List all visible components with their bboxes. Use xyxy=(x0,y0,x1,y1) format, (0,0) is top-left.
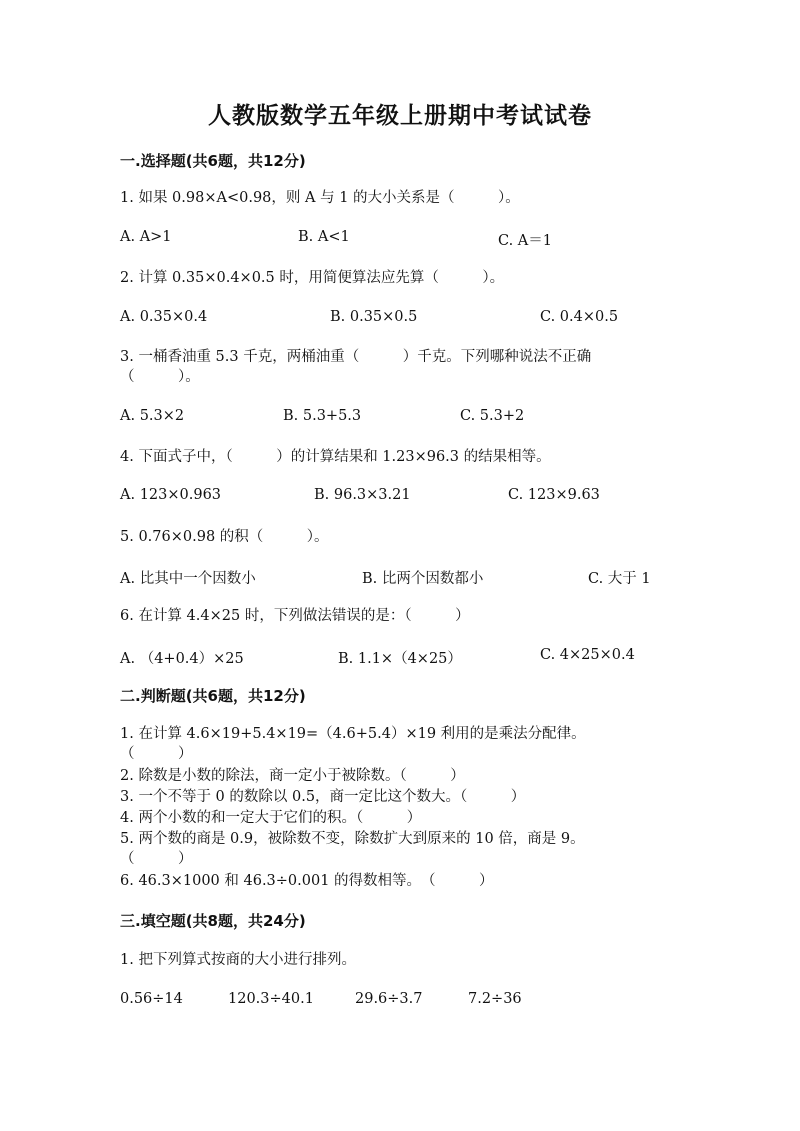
q4-option-a: A. 123×0.963 xyxy=(120,487,222,503)
expression-4: 7.2÷36 xyxy=(468,991,522,1007)
question-5: 5. 0.76×0.98 的积（ ）。 xyxy=(120,529,329,545)
q4-option-b: B. 96.3×3.21 xyxy=(314,487,411,503)
q3-option-c: C. 5.3+2 xyxy=(460,408,525,424)
q3-option-a: A. 5.3×2 xyxy=(120,408,185,424)
q2-option-c: C. 0.4×0.5 xyxy=(540,309,619,325)
judgement-item-1-line-2: （ ） xyxy=(120,746,193,762)
q4-option-c: C. 123×9.63 xyxy=(508,487,600,503)
judgement-item-5-line-2: （ ） xyxy=(120,851,193,867)
q3-option-b: B. 5.3+5.3 xyxy=(283,408,362,424)
section-heading-judgement: 二.判断题(共6题，共12分) xyxy=(120,687,306,705)
judgement-item-2: 2. 除数是小数的除法，商一定小于被除数。（ ） xyxy=(120,768,465,784)
question-6: 6. 在计算 4.4×25 时，下列做法错误的是：（ ） xyxy=(120,608,470,624)
question-4: 4. 下面式子中，（ ）的计算结果和 1.23×96.3 的结果相等。 xyxy=(120,449,551,465)
judgement-item-1-line-1: 1. 在计算 4.6×19+5.4×19=（4.6+5.4）×19 利用的是乘法分配律。 xyxy=(120,726,586,742)
question-3-line-1: 3. 一桶香油重 5.3 千克，两桶油重（ ）千克。下列哪种说法不正确 xyxy=(120,349,592,365)
judgement-item-1 xyxy=(120,724,586,764)
q5-option-a: A. 比其中一个因数小 xyxy=(120,571,256,587)
judgement-item-5 xyxy=(120,829,585,869)
section-heading-choice: 一.选择题(共6题，共12分) xyxy=(120,152,306,170)
judgement-item-4: 4. 两个小数的和一定大于它们的积。（ ） xyxy=(120,810,422,826)
fill-question-1: 1. 把下列算式按商的大小进行排列。 xyxy=(120,952,356,968)
q5-option-b: B. 比两个因数都小 xyxy=(362,571,484,587)
expression-2: 120.3÷40.1 xyxy=(228,991,314,1007)
q1-option-b: B. A<1 xyxy=(298,229,350,245)
question-3 xyxy=(120,347,591,387)
q1-option-c: C. A＝1 xyxy=(498,233,552,249)
q2-option-b: B. 0.35×0.5 xyxy=(330,309,418,325)
q1-option-a: A. A>1 xyxy=(120,229,172,245)
section-heading-fill-in: 三.填空题(共8题，共24分) xyxy=(120,912,306,930)
q6-option-b: B. 1.1×（4×25） xyxy=(338,651,462,667)
page-title: 人教版数学五年级上册期中考试试卷 xyxy=(208,103,592,129)
q6-option-c: C. 4×25×0.4 xyxy=(540,647,635,663)
question-1: 1. 如果 0.98×A<0.98，则 A 与 1 的大小关系是（ ）。 xyxy=(120,190,520,206)
q2-option-a: A. 0.35×0.4 xyxy=(120,309,208,325)
q6-option-a: A. （4+0.4）×25 xyxy=(120,651,244,667)
judgement-item-5-line-1: 5. 两个数的商是 0.9，被除数不变，除数扩大到原来的 10 倍，商是 9。 xyxy=(120,831,585,847)
judgement-item-3: 3. 一个不等于 0 的数除以 0.5，商一定比这个数大。（ ） xyxy=(120,789,526,805)
judgement-item-6: 6. 46.3×1000 和 46.3÷0.001 的得数相等。 （ ） xyxy=(120,873,494,889)
expression-3: 29.6÷3.7 xyxy=(355,991,423,1007)
expression-1: 0.56÷14 xyxy=(120,991,183,1007)
question-3-line-2: （ ）。 xyxy=(120,369,200,385)
question-2: 2. 计算 0.35×0.4×0.5 时，用简便算法应先算（ ）。 xyxy=(120,270,505,286)
q5-option-c: C. 大于 1 xyxy=(588,571,651,587)
